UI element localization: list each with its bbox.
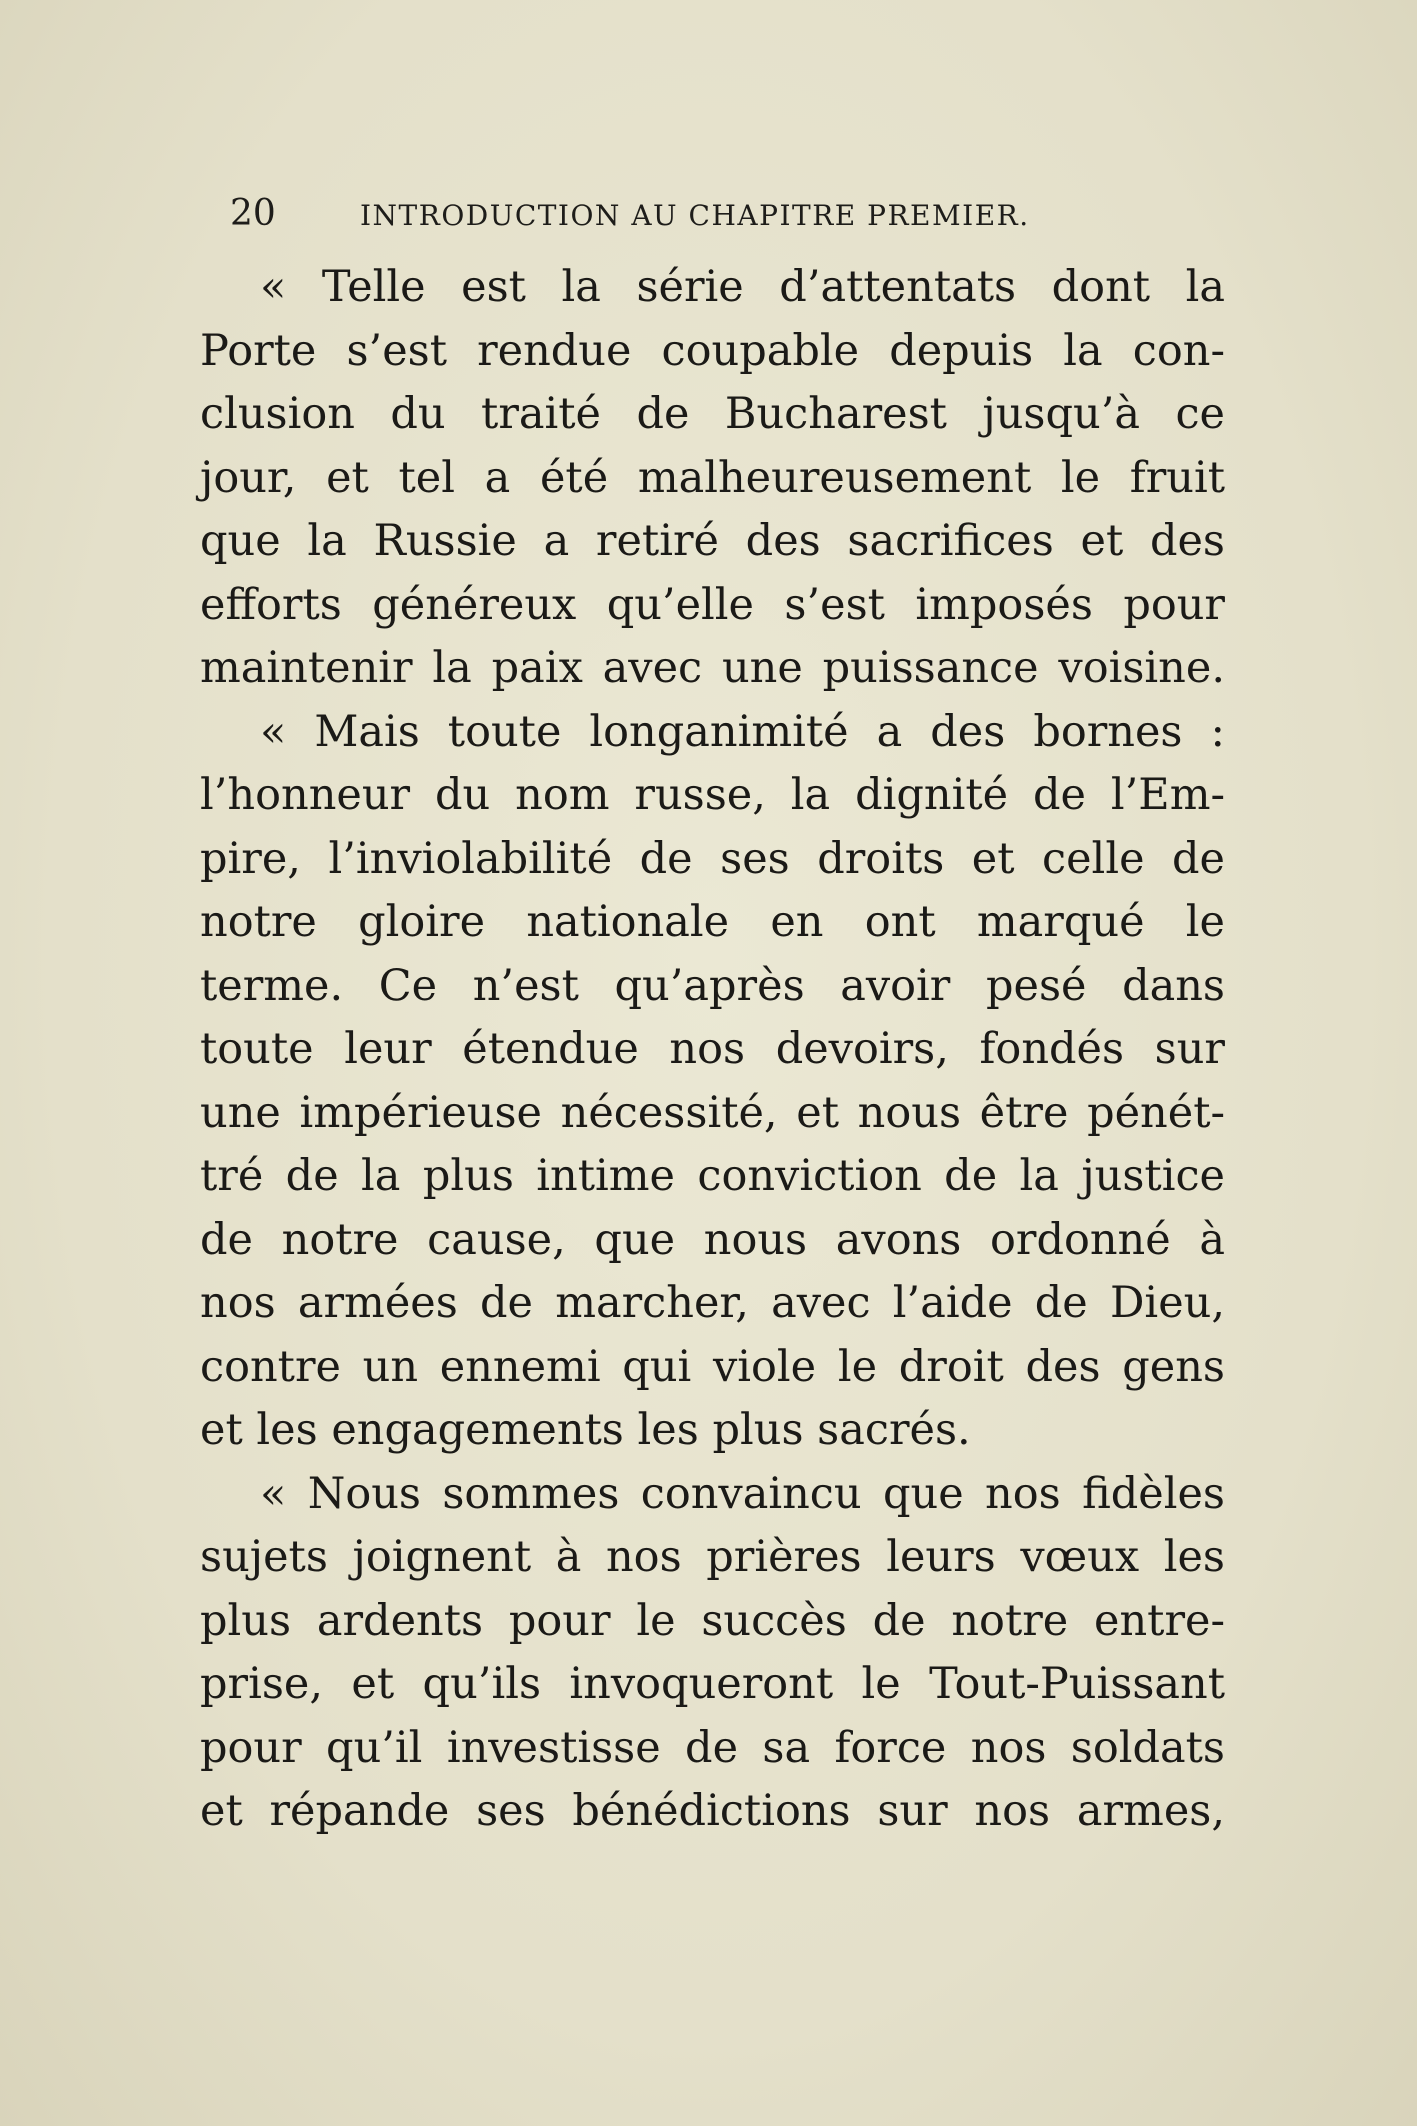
text-line: notre gloire nationale en ont marqué le [200, 897, 1225, 947]
text-line: pour qu’il investisse de sa force nos soldats [200, 1722, 1225, 1773]
text-line: plus ardents pour le succès de notre entre- [200, 1595, 1225, 1646]
text-line: et répande ses bénédictions sur nos armes, [200, 1786, 1225, 1836]
text-line: Porte s’est rendue coupable depuis la con- [200, 325, 1225, 376]
text-line: terme. Ce n’est qu’après avoir pesé dans [200, 960, 1225, 1011]
text-line: de notre cause, que nous avons ordonné à [200, 1214, 1225, 1265]
text-line: « Nous sommes convaincu que nos fidèles [260, 1468, 1225, 1519]
text-line: prise, et qu’ils invoqueront le Tout-Puissant [200, 1659, 1225, 1709]
paragraph [200, 1463, 1225, 1844]
text-line: toute leur étendue nos devoirs, fondés sur [200, 1024, 1225, 1074]
text-line: une impérieuse nécessité, et nous être pénét- [200, 1087, 1225, 1138]
text-line: « Telle est la série d’attentats dont la [260, 262, 1225, 312]
body-text [200, 256, 1225, 1844]
text-line: maintenir la paix avec une puissance voisine. [200, 643, 1225, 693]
text-line: que la Russie a retiré des sacrifices et des [200, 516, 1225, 566]
text-line: jour, et tel a été malheureusement le fruit [200, 452, 1225, 503]
text-line: tré de la plus intime conviction de la justice [200, 1151, 1225, 1201]
text-line: sujets joignent à nos prières leurs vœux les [200, 1532, 1225, 1582]
text-line: l’honneur du nom russe, la dignité de l’Em- [200, 770, 1225, 820]
running-head-title: INTRODUCTION AU CHAPITRE PREMIER. [360, 199, 1030, 232]
paragraph [200, 701, 1225, 1463]
text-line: nos armées de marcher, avec l’aide de Dieu, [200, 1278, 1225, 1328]
text-line: « Mais toute longanimité a des bornes : [260, 706, 1225, 757]
text-line: contre un ennemi qui viole le droit des gens [200, 1341, 1225, 1392]
running-head [230, 190, 1170, 246]
text-line: et les engagements les plus sacrés. [200, 1405, 971, 1455]
page-number: 20 [230, 193, 276, 234]
text-line: clusion du traité de Bucharest jusqu’à ce [200, 389, 1225, 439]
text-line: efforts généreux qu’elle s’est imposés pour [200, 579, 1225, 630]
text-line: pire, l’inviolabilité de ses droits et celle de [200, 833, 1225, 884]
paragraph [200, 256, 1225, 701]
